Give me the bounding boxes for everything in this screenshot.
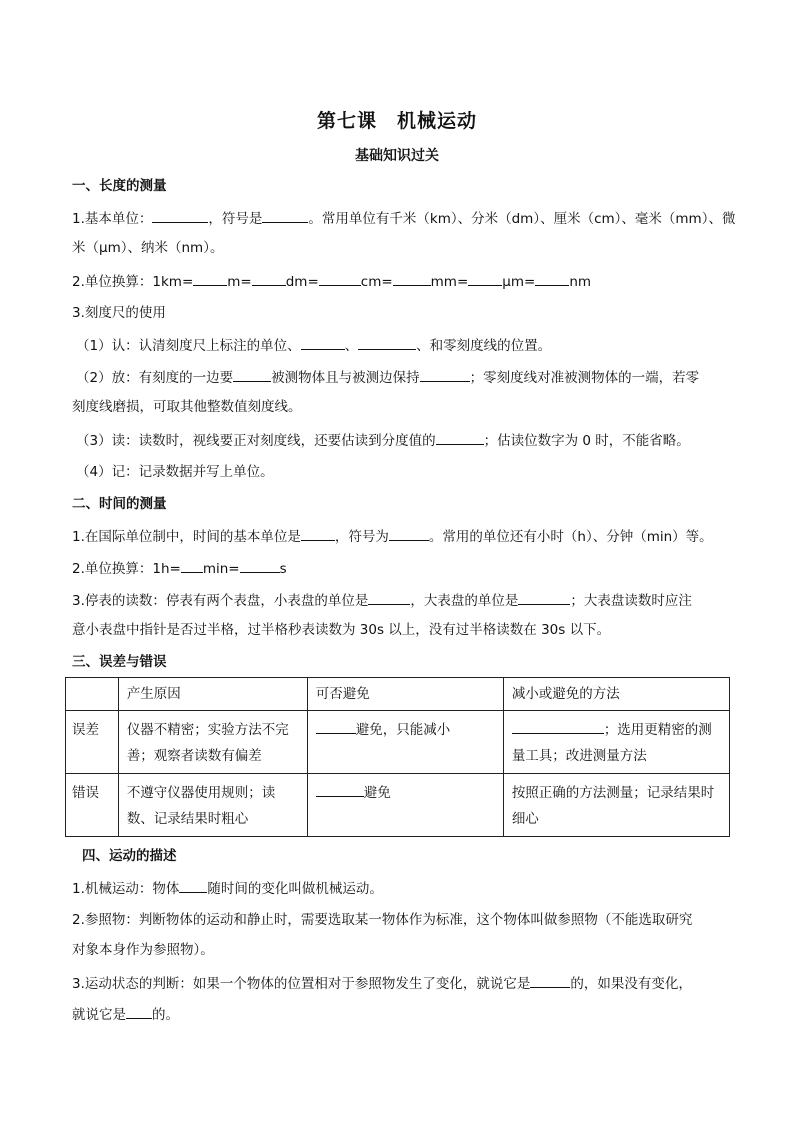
section-heading-time: 二、时间的测量 bbox=[72, 496, 167, 512]
fill-blank bbox=[179, 878, 207, 893]
table-cell bbox=[503, 711, 729, 774]
page-title: 第七课 机械运动 bbox=[316, 110, 477, 132]
fill-blank bbox=[512, 719, 604, 734]
text-segment: 避免，只能减小 bbox=[355, 722, 451, 738]
fill-blank bbox=[316, 782, 364, 797]
text-line: 意小表盘中指针是否过半格，过半格秒表读数为 30s 以上，没有过半格读数在 30s 以下。 bbox=[72, 622, 611, 638]
text-line: 2.参照物：判断物体的运动和静止时，需要选取某一物体作为标准，这个物体叫做参照物（不能选取研究 bbox=[72, 912, 693, 928]
table-row bbox=[66, 774, 730, 837]
text-segment: ；选用更精密的测量工具；改进测量方法 bbox=[511, 722, 712, 764]
fill-blank bbox=[358, 335, 416, 350]
table-cell: 按照正确的方法测量；记录结果时细心 bbox=[503, 774, 729, 837]
text-segment: 的，如果没有变化， bbox=[570, 976, 692, 992]
text-line: （4）记：记录数据并写上单位。 bbox=[76, 464, 274, 480]
text-segment: （3）读：读数时，视线要正对刻度线，还要估读到分度值的 bbox=[76, 433, 436, 449]
fill-blank bbox=[468, 271, 502, 286]
text-segment: mm= bbox=[430, 274, 469, 290]
text-line bbox=[76, 367, 732, 388]
text-line: 3.刻度尺的使用 bbox=[72, 305, 166, 321]
text-line bbox=[76, 430, 732, 451]
text-segment: 就说它是 bbox=[72, 1007, 126, 1023]
text-segment: 。常用单位有千米（km）、分米（dm）、厘米（cm）、毫米（mm）、微 bbox=[308, 211, 736, 227]
fill-blank bbox=[233, 367, 271, 382]
text-segment: 的。 bbox=[152, 1007, 179, 1023]
table-header-cell: 产生原因 bbox=[118, 678, 307, 711]
fill-blank bbox=[535, 271, 569, 286]
error-table bbox=[65, 677, 730, 837]
table-cell: 不遵守仪器使用规则；读数、记录结果时粗心 bbox=[118, 774, 307, 837]
text-segment: ，大表盘的单位是 bbox=[410, 593, 519, 609]
fill-blank bbox=[319, 271, 361, 286]
text-segment: 、和零刻度线的位置。 bbox=[416, 338, 552, 354]
text-segment: （1）认：认清刻度尺上标注的单位、 bbox=[76, 338, 301, 354]
text-segment: ，符号是 bbox=[208, 211, 263, 227]
page-subtitle: 基础知识过关 bbox=[355, 148, 439, 164]
text-line bbox=[72, 271, 728, 292]
section-heading-error: 三、误差与错误 bbox=[72, 654, 167, 670]
text-segment: 随时间的变化叫做机械运动。 bbox=[207, 881, 383, 897]
text-segment: μm= bbox=[502, 274, 536, 290]
text-line bbox=[72, 1004, 728, 1025]
text-segment: 被测物体且与被测边保持 bbox=[271, 370, 420, 386]
fill-blank bbox=[301, 335, 345, 350]
text-segment: nm bbox=[569, 274, 592, 290]
table-header-cell bbox=[66, 678, 119, 711]
table-header-cell: 减小或避免的方法 bbox=[503, 678, 729, 711]
text-segment: 。常用的单位还有小时（h）、分钟（min）等。 bbox=[428, 529, 713, 545]
row-label: 错误 bbox=[66, 774, 119, 837]
text-segment: （2）放：有刻度的一边要 bbox=[76, 370, 234, 386]
text-line bbox=[76, 335, 732, 356]
text-segment: 1.在国际单位制中，时间的基本单位是 bbox=[72, 529, 301, 545]
table-cell bbox=[307, 774, 503, 837]
text-segment: 2.单位换算：1km= bbox=[72, 274, 194, 290]
row-label: 误差 bbox=[66, 711, 119, 774]
text-segment: min= bbox=[202, 561, 240, 577]
text-segment: ；大表盘读数时应注 bbox=[570, 593, 692, 609]
fill-blank bbox=[368, 590, 410, 605]
table-row bbox=[66, 711, 730, 774]
text-line: 刻度线磨损，可取其他整数值刻度线。 bbox=[72, 399, 302, 415]
text-segment: 1.机械运动：物体 bbox=[72, 881, 180, 897]
text-segment: 3.运动状态的判断：如果一个物体的位置相对于参照物发生了变化，就说它是 bbox=[72, 976, 531, 992]
text-segment: ；估读位数字为 0 时，不能省略。 bbox=[483, 433, 690, 449]
section-heading-motion: 四、运动的描述 bbox=[82, 848, 177, 864]
fill-blank bbox=[181, 558, 203, 573]
text-line: 米（μm）、纳米（nm）。 bbox=[72, 240, 224, 256]
table-header-row bbox=[66, 678, 730, 711]
text-segment: cm= bbox=[360, 274, 393, 290]
table-header-cell: 可否避免 bbox=[307, 678, 503, 711]
fill-blank bbox=[152, 208, 208, 223]
text-line bbox=[72, 558, 728, 579]
text-segment: 、 bbox=[344, 338, 359, 354]
text-segment: 避免 bbox=[363, 785, 391, 801]
text-line bbox=[72, 973, 728, 994]
text-segment: 2.单位换算：1h= bbox=[72, 561, 181, 577]
fill-blank bbox=[240, 558, 280, 573]
fill-blank bbox=[301, 526, 335, 541]
fill-blank bbox=[436, 430, 484, 445]
fill-blank bbox=[316, 719, 356, 734]
text-line bbox=[72, 208, 736, 229]
text-line bbox=[72, 590, 728, 611]
text-segment: ；零刻度线对准被测物体的一端，若零 bbox=[469, 370, 700, 386]
text-segment: 1.基本单位： bbox=[72, 211, 153, 227]
text-segment: m= bbox=[227, 274, 252, 290]
section-heading-length: 一、长度的测量 bbox=[72, 178, 167, 194]
table-cell bbox=[307, 711, 503, 774]
text-line bbox=[72, 878, 728, 899]
fill-blank bbox=[193, 271, 227, 286]
text-segment: ，符号为 bbox=[334, 529, 389, 545]
text-line bbox=[72, 526, 728, 547]
fill-blank bbox=[389, 526, 429, 541]
fill-blank bbox=[126, 1004, 152, 1019]
text-segment: 3.停表的读数：停表有两个表盘，小表盘的单位是 bbox=[72, 593, 369, 609]
text-line: 对象本身作为参照物）。 bbox=[72, 942, 214, 958]
text-segment: s bbox=[279, 561, 287, 577]
fill-blank bbox=[393, 271, 431, 286]
text-segment: dm= bbox=[285, 274, 319, 290]
fill-blank bbox=[518, 590, 570, 605]
fill-blank bbox=[530, 973, 570, 988]
table-cell: 仪器不精密；实验方法不完善；观察者读数有偏差 bbox=[118, 711, 307, 774]
fill-blank bbox=[262, 208, 308, 223]
fill-blank bbox=[420, 367, 470, 382]
fill-blank bbox=[252, 271, 286, 286]
